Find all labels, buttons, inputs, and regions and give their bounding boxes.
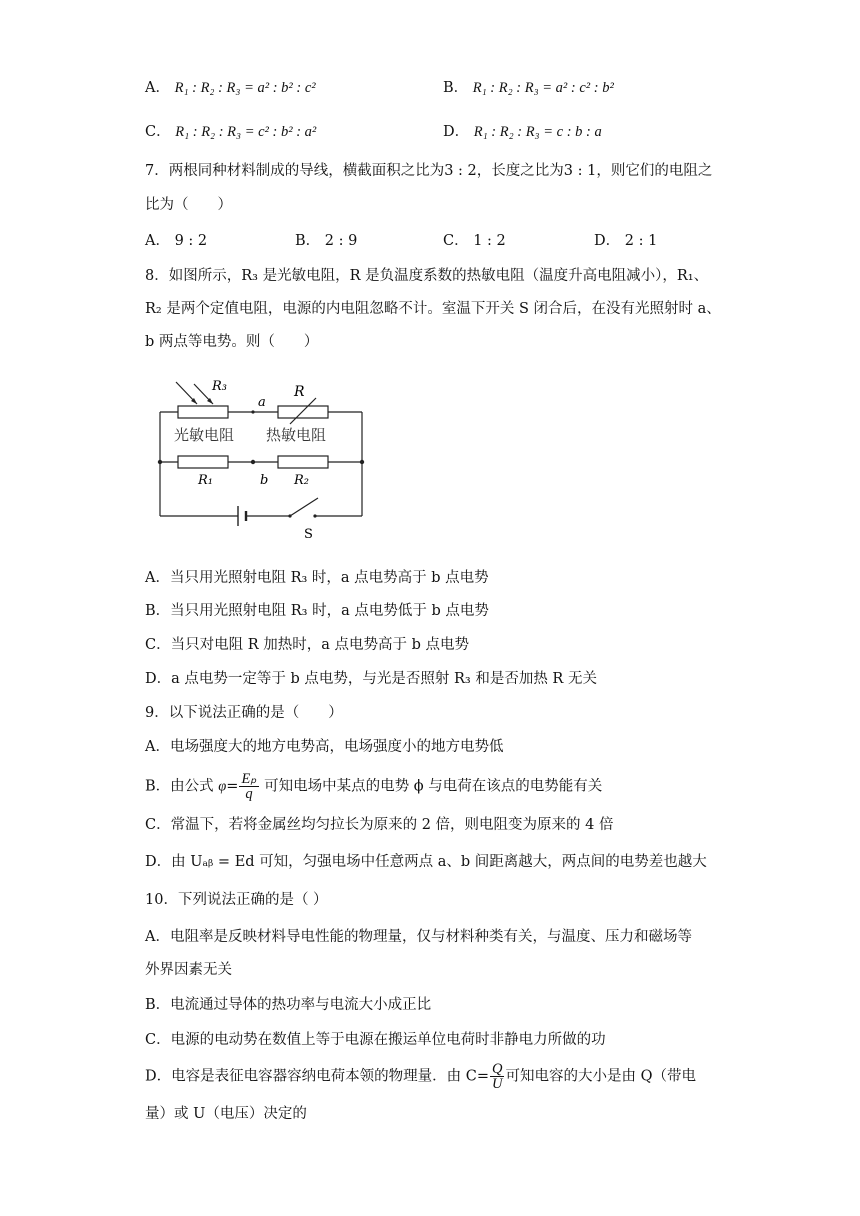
label-thermistor: 热敏电阻 [266, 426, 327, 444]
q8-option-a[interactable]: A．当只用光照射电阻 R₃ 时，a 点电势高于 b 点电势 [145, 570, 489, 586]
q8-option-c[interactable]: C．当只对电阻 R 加热时，a 点电势高于 b 点电势 [145, 637, 469, 653]
q9-option-c[interactable]: C．常温下，若将金属丝均匀拉长为原来的 2 倍，则电阻变为原来的 4 倍 [145, 817, 614, 833]
q7-option-c[interactable]: C． 1 : 2 [443, 233, 506, 249]
r-thermistor [278, 406, 328, 418]
r2-resistor [278, 456, 328, 468]
q10-option-c[interactable]: C．电源的电动势在数值上等于电源在搬运单位电荷时非静电力所做的功 [145, 1032, 606, 1048]
q7-stem-line2: 比为（ ） [145, 197, 232, 213]
label-r1: R₁ [198, 473, 213, 488]
q10-option-a-line2: 外界因素无关 [145, 962, 232, 978]
circuit-diagram [150, 370, 380, 545]
label-b: b [260, 473, 269, 488]
q7-stem-line1: 7．两根同种材料制成的导线，横截面积之比为3 : 2，长度之比为3 : 1，则它们的电阻之 [145, 163, 713, 179]
q10-stem: 10．下列说法正确的是（ ） [145, 892, 328, 908]
q8-option-d[interactable]: D．a 点电势一定等于 b 点电势，与光是否照射 R₃ 和是否加热 R 无关 [145, 671, 597, 687]
label-r3: R₃ [212, 379, 227, 394]
q7-option-a[interactable]: A． 9 : 2 [145, 233, 208, 249]
q9-stem: 9．以下说法正确的是（ ） [145, 705, 343, 721]
q10-option-d-line2: 量）或 U（电压）决定的 [145, 1106, 307, 1122]
q9-option-b[interactable]: B．由公式 φ= $\frac{\text{Eₚ}}{q}$ 可知电场中某点的电势 ϕ 与电荷在该点的电势能有关 [145, 771, 603, 802]
label-r: R [294, 384, 305, 400]
q7-option-b[interactable]: B． 2 : 9 [295, 233, 358, 249]
q6-option-c[interactable]: C． R₁ : R₂ : R₃ = c² : b² : a² [145, 124, 317, 140]
q6-option-b[interactable]: B． R₁ : R₂ : R₃ = a² : c² : b² [443, 80, 614, 96]
q10-option-b[interactable]: B．电流通过导体的热功率与电流大小成正比 [145, 997, 432, 1013]
fraction-ep-over-q: $\frac{\text{Eₚ}}{q}$ [241, 771, 257, 802]
q9-option-a[interactable]: A．电场强度大的地方电势高，电场强度小的地方电势低 [145, 739, 504, 755]
q8-stem-line3: b 两点等电势。则（ ） [145, 334, 319, 350]
q6-option-a[interactable]: A． R₁ : R₂ : R₃ = a² : b² : c² [145, 80, 316, 96]
switch-blade [290, 498, 318, 516]
q10-option-a-line1[interactable]: A．电阻率是反映材料导电性能的物理量，仅与材料种类有关，与温度、压力和磁场等 [145, 929, 692, 945]
battery-symbol [238, 506, 246, 526]
label-s: S [304, 527, 313, 542]
q6-option-d[interactable]: D． R₁ : R₂ : R₃ = c : b : a [443, 124, 602, 140]
label-r2: R₂ [294, 473, 309, 488]
r1-resistor [178, 456, 228, 468]
q7-option-d[interactable]: D． 2 : 1 [594, 233, 658, 249]
q9-option-d[interactable]: D．由 Uₐᵦ = Ed 可知，匀强电场中任意两点 a、b 间距离越大，两点间的电势差也越大 [145, 854, 707, 870]
q10-option-d-line1[interactable]: D．电容是表征电容器容纳电荷本领的物理量．由 C= $\frac{Q}{U}$ 可知电容的大小是由 Q（带电 [145, 1061, 696, 1092]
q8-option-b[interactable]: B．当只用光照射电阻 R₃ 时，a 点电势低于 b 点电势 [145, 603, 489, 619]
q8-stem-line2: R₂ 是两个定值电阻，电源的内电阻忽略不计。室温下开关 S 闭合后，在没有光照射时 a、 [145, 301, 721, 317]
label-photoresistor: 光敏电阻 [174, 426, 235, 444]
q8-stem-line1: 8．如图所示，R₃ 是光敏电阻，R 是负温度系数的热敏电阻（温度升高电阻减小），R₁、 [145, 268, 709, 284]
r3-photoresistor [178, 406, 228, 418]
fraction-q-over-u: $\frac{Q}{U}$ [491, 1061, 503, 1092]
label-a: a [258, 395, 266, 410]
